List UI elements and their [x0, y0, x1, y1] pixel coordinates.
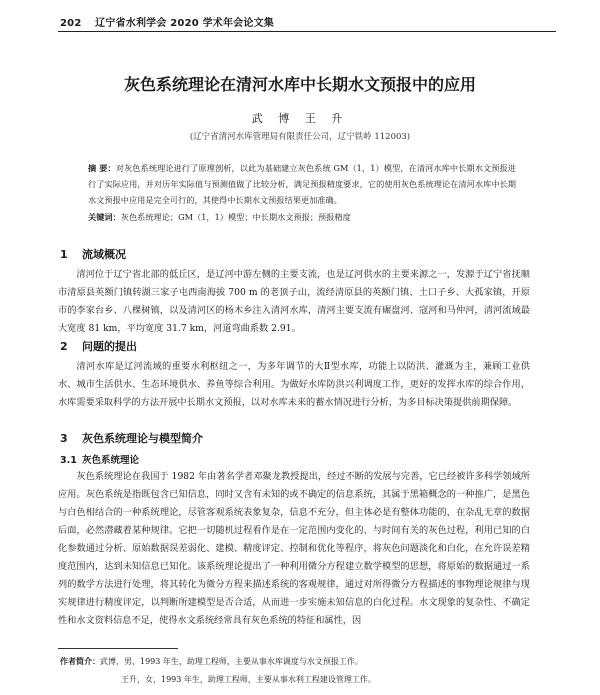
page-number: 202 [60, 18, 82, 29]
section-title: 灰色系统理论与模型简介 [82, 432, 203, 445]
section-title: 问题的提出 [82, 340, 137, 353]
section-heading [60, 430, 203, 446]
subsection-number: 3.1 [60, 455, 77, 466]
section-number: 1 [60, 248, 68, 261]
footnote-line [60, 656, 540, 667]
keywords-label: 关键词： [88, 212, 121, 222]
footnote-author1: 武博，男，1993 年生，助理工程师，主要从事水库调度与水文预报工作。 [100, 657, 363, 666]
footnote-line [60, 674, 600, 685]
article-authors: 武 博 王 升 [251, 112, 349, 125]
section-number: 2 [60, 340, 68, 353]
footnote-rule [58, 648, 178, 649]
journal-name: 辽宁省水利学会 2020 学术年会论文集 [95, 18, 274, 29]
article-affiliation: (辽宁省清河水库管理局有限责任公司，辽宁铁岭 112003) [189, 132, 411, 142]
article-title: 灰色系统理论在清河水库中长期水文预报中的应用 [123, 75, 476, 94]
abstract [88, 160, 516, 208]
abstract-text: 对灰色系统理论进行了原理剖析，以此为基础建立灰色系统 GM（1，1）模型，在清河水库中长期水文预报进行了实际应用，并对历年实际值与预测值做了比较分析，满足预报精度要求，它的使用灰色系统理论在清河水库中长期水文预报中应用是完全可行的，其使得中长期水文预报结果更加准确。 [88, 163, 516, 205]
footnote-author2: 王升，女，1993 年生，助理工程师，主要从事水利工程建设管理工作。 [121, 675, 376, 684]
subsection-heading [60, 452, 139, 466]
section-heading [60, 246, 126, 262]
footnote-label: 作者简介： [60, 657, 100, 666]
section-heading [60, 338, 137, 354]
abstract-label: 摘 要： [88, 163, 116, 173]
section-paragraph: 清河水库是辽河流域的重要水利枢纽之一，为多年调节的大Ⅱ型水库，功能上以防洪、灌溉为主，兼顾工业供水、城市生活供水、生态环境供水、养鱼等综合利用。为做好水库防洪兴利调度工作，更好的发挥水库的综合作用，水库需要采取科学的方法开展中长期水文预报，以对水库未来的蓄水情况进行分析，为多目标决策提供前期保障。 [58, 361, 530, 408]
subsection-paragraph: 灰色系统理论在我国于 1982 年由著名学者邓聚龙教授提出，经过不断的发展与完善，它已经被许多科学领域所应用。灰色系统是指既包含已知信息，同时又含有未知的或不确定的信息系统，其属于黑箱概念的一种推广，是黑色与白色相结合的一种系统理论，尽管客观系统表象复杂，信息不充分，但主体必是有整体功能的，在杂乱无章的数据后面，必然潜藏着某种规律。它把一切随机过程看作是在一定范围内变化的、与时间有关的灰色过程，利用已知的白化参数通过分析、原始数据误差弱化、建模、精度评定、控制和优化等程序，将灰色问题淡化和白化，在允许误差精度范围内，达到未知信息已知化。该系统理论提出了一种利用微分方程建立数学模型的思想，将原始的数据通过一系列的数学方法进行处理，将其转化为微分方程来描述系统的客观规律，通过对所得微分方程描述的事物理论规律与现实规律进行精度评定，以判断所建模型是否合适，从而进一步实施未知信息的白化过程。水文现象的复杂性、不确定性和水文资料信息不足，使得水文系统经常具有灰色系统的特征和属性，因 [58, 471, 530, 626]
section-paragraph: 清河位于辽宁省北部的低丘区，是辽河中游左侧的主要支流，也是辽河供水的主要来源之一，发源于辽宁省抚顺市清原县英额门镇转湖三家子屯西南海拔 700 m 的老顶子山，流经清原县的英额门镇、土口子乡、大孤家镇，开原市的李家台乡、八棵树镇，以及清河区的杨木乡注入清河水库，清河主要支流有碾盘河、寇河和马仲河，清河流域最大宽度 81 km，平均宽度 31.7 km，河道弯曲系数 2.91。 [58, 269, 530, 334]
keywords-text: 灰色系统理论；GM（1，1）模型；中长期水文预报；预报精度 [120, 212, 351, 222]
section-number: 3 [60, 432, 68, 445]
header-rule [58, 31, 556, 32]
running-head [60, 14, 274, 29]
keywords [88, 210, 516, 224]
section-title: 流域概况 [82, 248, 126, 261]
subsection-title: 灰色系统理论 [82, 455, 140, 466]
